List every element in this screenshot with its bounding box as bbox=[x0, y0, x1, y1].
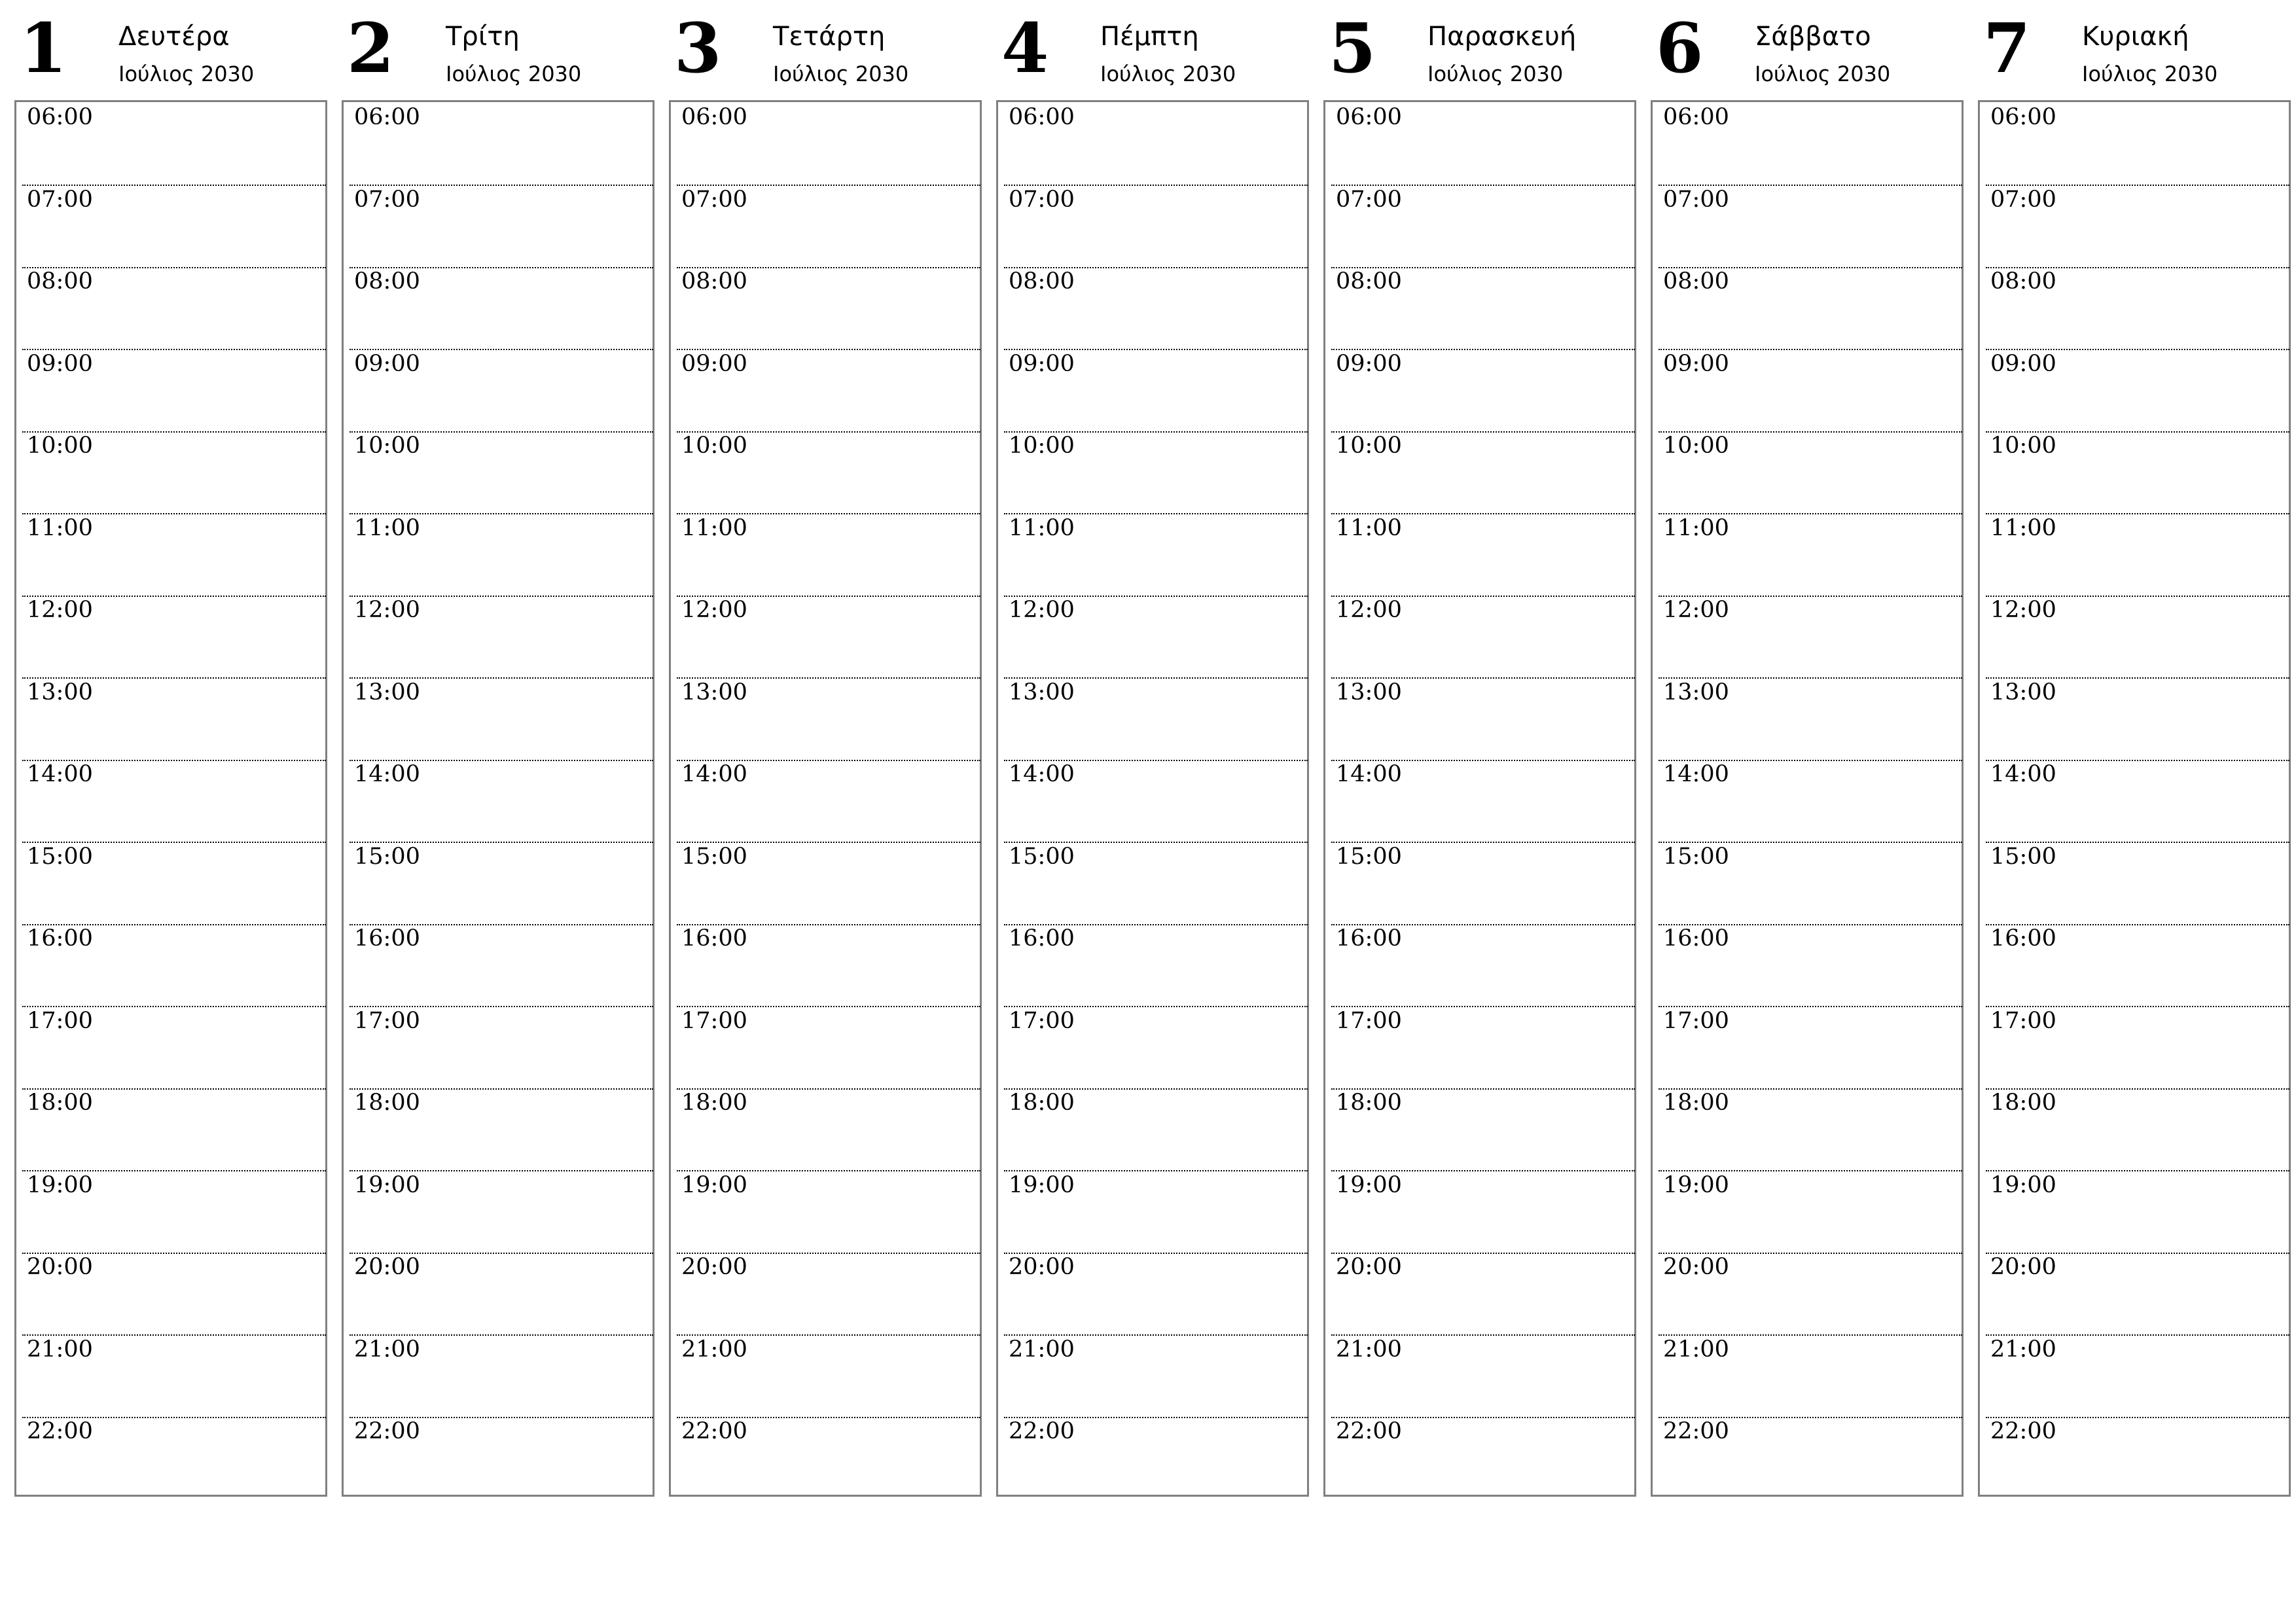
hour-label: 20:00 bbox=[1009, 1254, 1075, 1280]
hour-slot bbox=[350, 1090, 653, 1171]
hour-slot bbox=[677, 104, 980, 186]
hour-label: 07:00 bbox=[1336, 186, 1402, 213]
hour-slot bbox=[22, 1090, 326, 1171]
hour-slot bbox=[677, 515, 980, 597]
day-month-year: Ιούλιος 2030 bbox=[1427, 62, 1564, 86]
hour-label: 13:00 bbox=[27, 679, 93, 705]
hour-label: 22:00 bbox=[1663, 1418, 1729, 1444]
hour-label: 15:00 bbox=[1990, 843, 2056, 870]
hour-slot bbox=[677, 1254, 980, 1336]
hour-label: 09:00 bbox=[354, 350, 420, 377]
hour-label: 11:00 bbox=[1663, 514, 1729, 541]
hour-slot bbox=[350, 844, 653, 925]
hour-label: 08:00 bbox=[1009, 268, 1075, 294]
hour-label: 12:00 bbox=[1009, 597, 1075, 623]
hour-label: 11:00 bbox=[1990, 514, 2056, 541]
hour-slot bbox=[22, 925, 326, 1007]
hour-label: 19:00 bbox=[27, 1171, 93, 1198]
hour-label: 07:00 bbox=[1663, 186, 1729, 213]
hour-label: 08:00 bbox=[1990, 268, 2056, 294]
day-column bbox=[1978, 0, 2291, 1444]
hour-slot bbox=[1659, 1254, 1962, 1336]
hour-label: 22:00 bbox=[681, 1418, 747, 1444]
day-schedule-box bbox=[14, 100, 327, 1497]
hour-slot bbox=[22, 351, 326, 433]
hour-slot bbox=[1659, 433, 1962, 514]
hour-slot bbox=[677, 187, 980, 268]
hour-slot bbox=[1659, 844, 1962, 925]
hour-slot bbox=[1004, 104, 1308, 186]
day-header bbox=[342, 0, 655, 100]
hour-slot bbox=[1986, 1254, 2289, 1336]
hour-label: 22:00 bbox=[1990, 1418, 2056, 1444]
hour-slot bbox=[350, 1418, 653, 1500]
hour-slot bbox=[22, 844, 326, 925]
hour-label: 17:00 bbox=[354, 1007, 420, 1034]
hour-label: 12:00 bbox=[681, 597, 747, 623]
hour-label: 10:00 bbox=[27, 433, 93, 459]
hour-slot bbox=[1331, 597, 1635, 679]
hour-slot bbox=[1986, 679, 2289, 761]
hour-label: 13:00 bbox=[354, 679, 420, 705]
day-name: Κυριακή bbox=[2082, 22, 2189, 52]
day-schedule-box bbox=[1651, 100, 1964, 1497]
hour-label: 07:00 bbox=[1009, 186, 1075, 213]
day-name: Δευτέρα bbox=[118, 22, 230, 52]
hour-label: 10:00 bbox=[1663, 433, 1729, 459]
hour-label: 08:00 bbox=[681, 268, 747, 294]
hour-label: 21:00 bbox=[1009, 1336, 1075, 1363]
hour-label: 09:00 bbox=[1009, 350, 1075, 377]
hour-slot bbox=[1004, 1254, 1308, 1336]
hour-label: 09:00 bbox=[27, 350, 93, 377]
day-month-year: Ιούλιος 2030 bbox=[446, 62, 582, 86]
hour-slot bbox=[22, 597, 326, 679]
day-header bbox=[1651, 0, 1964, 100]
day-number: 7 bbox=[1983, 8, 2031, 88]
hour-label: 16:00 bbox=[1336, 925, 1402, 952]
hour-label: 16:00 bbox=[354, 925, 420, 952]
day-schedule-box bbox=[669, 100, 982, 1497]
hour-slot bbox=[1659, 187, 1962, 268]
hour-slot bbox=[1659, 268, 1962, 350]
hour-label: 07:00 bbox=[1990, 186, 2056, 213]
hour-slot bbox=[350, 351, 653, 433]
hour-label: 06:00 bbox=[681, 104, 747, 130]
day-name: Τρίτη bbox=[446, 22, 520, 52]
hour-label: 18:00 bbox=[1990, 1090, 2056, 1116]
hour-slot bbox=[350, 761, 653, 843]
hour-slot bbox=[350, 1008, 653, 1090]
day-number: 3 bbox=[674, 8, 722, 88]
hour-label: 20:00 bbox=[1336, 1254, 1402, 1280]
hour-label: 15:00 bbox=[1009, 843, 1075, 870]
hour-label: 15:00 bbox=[1336, 843, 1402, 870]
hour-slot bbox=[22, 1336, 326, 1418]
day-name: Τετάρτη bbox=[773, 22, 886, 52]
hour-slot bbox=[1986, 351, 2289, 433]
hour-label: 06:00 bbox=[1009, 104, 1075, 130]
hour-label: 21:00 bbox=[1990, 1336, 2056, 1363]
hour-slot bbox=[1331, 268, 1635, 350]
hour-label: 06:00 bbox=[1336, 104, 1402, 130]
hour-label: 06:00 bbox=[1663, 104, 1729, 130]
hour-label: 21:00 bbox=[1336, 1336, 1402, 1363]
hour-label: 06:00 bbox=[354, 104, 420, 130]
hour-slot bbox=[1659, 515, 1962, 597]
hour-label: 09:00 bbox=[681, 350, 747, 377]
day-month-year: Ιούλιος 2030 bbox=[773, 62, 909, 86]
hour-label: 12:00 bbox=[354, 597, 420, 623]
hour-slot bbox=[1659, 1336, 1962, 1418]
hour-slot bbox=[22, 515, 326, 597]
hour-slot bbox=[1659, 679, 1962, 761]
hour-label: 16:00 bbox=[681, 925, 747, 952]
hour-slot bbox=[677, 1418, 980, 1500]
hour-slot bbox=[22, 1418, 326, 1500]
hour-slot bbox=[677, 925, 980, 1007]
hour-slot bbox=[677, 679, 980, 761]
hour-slot bbox=[1004, 679, 1308, 761]
hour-label: 19:00 bbox=[681, 1171, 747, 1198]
hour-label: 11:00 bbox=[1336, 514, 1402, 541]
hour-label: 21:00 bbox=[354, 1336, 420, 1363]
hour-slot bbox=[350, 104, 653, 186]
day-header bbox=[1323, 0, 1636, 100]
hour-label: 10:00 bbox=[1336, 433, 1402, 459]
hour-label: 14:00 bbox=[1663, 761, 1729, 787]
hour-slot bbox=[350, 597, 653, 679]
day-header bbox=[996, 0, 1309, 100]
hour-label: 14:00 bbox=[1336, 761, 1402, 787]
hour-slot bbox=[1004, 844, 1308, 925]
day-schedule-box bbox=[1323, 100, 1636, 1497]
hour-label: 07:00 bbox=[354, 186, 420, 213]
hour-label: 14:00 bbox=[27, 761, 93, 787]
hour-label: 19:00 bbox=[354, 1171, 420, 1198]
hour-label: 17:00 bbox=[1990, 1007, 2056, 1034]
hour-label: 18:00 bbox=[1009, 1090, 1075, 1116]
hour-slot bbox=[22, 761, 326, 843]
hour-slot bbox=[1659, 1172, 1962, 1254]
hour-slot bbox=[1659, 104, 1962, 186]
hour-label: 14:00 bbox=[1990, 761, 2056, 787]
day-header bbox=[14, 0, 327, 100]
day-column bbox=[342, 0, 655, 1444]
hour-label: 13:00 bbox=[1663, 679, 1729, 705]
hour-label: 22:00 bbox=[354, 1418, 420, 1444]
hour-slot bbox=[1986, 433, 2289, 514]
hour-slot bbox=[1331, 679, 1635, 761]
hour-label: 20:00 bbox=[354, 1254, 420, 1280]
hour-slot bbox=[1004, 515, 1308, 597]
hour-label: 09:00 bbox=[1663, 350, 1729, 377]
hour-label: 18:00 bbox=[1663, 1090, 1729, 1116]
hour-label: 10:00 bbox=[1009, 433, 1075, 459]
hour-slot bbox=[350, 925, 653, 1007]
hour-slot bbox=[1331, 433, 1635, 514]
hour-slot bbox=[1659, 351, 1962, 433]
hour-slot bbox=[22, 433, 326, 514]
hour-label: 12:00 bbox=[1990, 597, 2056, 623]
day-number: 2 bbox=[347, 8, 395, 88]
hour-label: 14:00 bbox=[354, 761, 420, 787]
hour-slot bbox=[1004, 187, 1308, 268]
hour-slot bbox=[1986, 187, 2289, 268]
hour-label: 09:00 bbox=[1990, 350, 2056, 377]
hour-slot bbox=[677, 1090, 980, 1171]
hour-slot bbox=[1004, 1008, 1308, 1090]
hour-slot bbox=[22, 268, 326, 350]
hour-slot bbox=[1331, 844, 1635, 925]
hour-label: 15:00 bbox=[681, 843, 747, 870]
hour-slot bbox=[22, 1008, 326, 1090]
hour-label: 10:00 bbox=[1990, 433, 2056, 459]
hour-label: 17:00 bbox=[681, 1007, 747, 1034]
hour-label: 11:00 bbox=[27, 514, 93, 541]
hour-label: 20:00 bbox=[1990, 1254, 2056, 1280]
hour-label: 08:00 bbox=[1663, 268, 1729, 294]
hour-slot bbox=[677, 268, 980, 350]
hour-label: 18:00 bbox=[27, 1090, 93, 1116]
hour-label: 13:00 bbox=[1336, 679, 1402, 705]
hour-slot bbox=[1986, 1172, 2289, 1254]
day-number: 6 bbox=[1656, 8, 1704, 88]
hour-label: 19:00 bbox=[1663, 1171, 1729, 1198]
hour-slot bbox=[1004, 1172, 1308, 1254]
day-column bbox=[669, 0, 982, 1444]
hour-label: 12:00 bbox=[1336, 597, 1402, 623]
hour-slot bbox=[1004, 268, 1308, 350]
hour-label: 19:00 bbox=[1990, 1171, 2056, 1198]
hour-slot bbox=[1004, 1336, 1308, 1418]
hour-slot bbox=[677, 351, 980, 433]
hour-slot bbox=[1004, 433, 1308, 514]
hour-label: 19:00 bbox=[1336, 1171, 1402, 1198]
hour-label: 13:00 bbox=[681, 679, 747, 705]
hour-label: 21:00 bbox=[1663, 1336, 1729, 1363]
hour-slot bbox=[677, 1336, 980, 1418]
hour-slot bbox=[1331, 761, 1635, 843]
hour-slot bbox=[1986, 844, 2289, 925]
hour-label: 06:00 bbox=[1990, 104, 2056, 130]
day-column bbox=[1323, 0, 1636, 1444]
hour-label: 21:00 bbox=[681, 1336, 747, 1363]
hour-slot bbox=[1004, 1090, 1308, 1171]
hour-slot bbox=[1986, 761, 2289, 843]
hour-slot bbox=[1986, 515, 2289, 597]
hour-slot bbox=[1004, 351, 1308, 433]
hour-slot bbox=[350, 433, 653, 514]
hour-slot bbox=[1004, 925, 1308, 1007]
hour-slot bbox=[22, 1172, 326, 1254]
hour-label: 13:00 bbox=[1009, 679, 1075, 705]
hour-label: 15:00 bbox=[1663, 843, 1729, 870]
hour-label: 11:00 bbox=[681, 514, 747, 541]
hour-label: 09:00 bbox=[1336, 350, 1402, 377]
hour-slot bbox=[1331, 515, 1635, 597]
hour-label: 17:00 bbox=[1009, 1007, 1075, 1034]
hour-slot bbox=[1986, 1090, 2289, 1171]
hour-label: 16:00 bbox=[1009, 925, 1075, 952]
hour-slot bbox=[350, 187, 653, 268]
hour-slot bbox=[677, 1008, 980, 1090]
hour-label: 06:00 bbox=[27, 104, 93, 130]
day-column bbox=[1651, 0, 1964, 1444]
hour-label: 11:00 bbox=[354, 514, 420, 541]
day-number: 1 bbox=[20, 8, 67, 88]
hour-label: 19:00 bbox=[1009, 1171, 1075, 1198]
hour-slot bbox=[1659, 1008, 1962, 1090]
hour-slot bbox=[1331, 1336, 1635, 1418]
hour-label: 07:00 bbox=[27, 186, 93, 213]
hour-slot bbox=[1331, 1172, 1635, 1254]
hour-slot bbox=[677, 761, 980, 843]
hour-label: 16:00 bbox=[1990, 925, 2056, 952]
hour-label: 17:00 bbox=[27, 1007, 93, 1034]
hour-label: 12:00 bbox=[27, 597, 93, 623]
hour-slot bbox=[22, 187, 326, 268]
day-header bbox=[669, 0, 982, 100]
hour-slot bbox=[1331, 1008, 1635, 1090]
hour-slot bbox=[350, 1336, 653, 1418]
hour-label: 22:00 bbox=[1336, 1418, 1402, 1444]
hour-label: 20:00 bbox=[681, 1254, 747, 1280]
hour-slot bbox=[350, 1172, 653, 1254]
hour-slot bbox=[22, 104, 326, 186]
hour-slot bbox=[1331, 187, 1635, 268]
hour-slot bbox=[1659, 1090, 1962, 1171]
hour-slot bbox=[1331, 1254, 1635, 1336]
hour-label: 08:00 bbox=[27, 268, 93, 294]
hour-slot bbox=[1331, 351, 1635, 433]
hour-label: 22:00 bbox=[1009, 1418, 1075, 1444]
hour-slot bbox=[677, 433, 980, 514]
hour-label: 16:00 bbox=[1663, 925, 1729, 952]
hour-label: 13:00 bbox=[1990, 679, 2056, 705]
day-schedule-box bbox=[996, 100, 1309, 1497]
hour-slot bbox=[1986, 1336, 2289, 1418]
day-column bbox=[996, 0, 1309, 1444]
hour-label: 18:00 bbox=[1336, 1090, 1402, 1116]
hour-label: 12:00 bbox=[1663, 597, 1729, 623]
hour-label: 20:00 bbox=[1663, 1254, 1729, 1280]
day-number: 4 bbox=[1001, 8, 1049, 88]
hour-label: 10:00 bbox=[354, 433, 420, 459]
hour-slot bbox=[677, 597, 980, 679]
day-number: 5 bbox=[1329, 8, 1376, 88]
hour-slot bbox=[1331, 925, 1635, 1007]
hour-label: 08:00 bbox=[1336, 268, 1402, 294]
hour-slot bbox=[1331, 104, 1635, 186]
hour-slot bbox=[1004, 761, 1308, 843]
hour-slot bbox=[22, 1254, 326, 1336]
hour-slot bbox=[1331, 1418, 1635, 1500]
hour-slot bbox=[1659, 925, 1962, 1007]
hour-slot bbox=[350, 679, 653, 761]
day-schedule-box bbox=[1978, 100, 2291, 1497]
hour-slot bbox=[350, 515, 653, 597]
hour-label: 18:00 bbox=[354, 1090, 420, 1116]
day-column bbox=[14, 0, 327, 1444]
hour-slot bbox=[677, 844, 980, 925]
hour-label: 16:00 bbox=[27, 925, 93, 952]
hour-slot bbox=[1004, 1418, 1308, 1500]
day-name: Πέμπτη bbox=[1100, 22, 1199, 52]
hour-slot bbox=[22, 679, 326, 761]
hour-slot bbox=[1986, 1418, 2289, 1500]
hour-label: 15:00 bbox=[27, 843, 93, 870]
day-month-year: Ιούλιος 2030 bbox=[2082, 62, 2218, 86]
hour-label: 20:00 bbox=[27, 1254, 93, 1280]
hour-label: 15:00 bbox=[354, 843, 420, 870]
hour-slot bbox=[677, 1172, 980, 1254]
hour-label: 14:00 bbox=[681, 761, 747, 787]
hour-slot bbox=[1659, 597, 1962, 679]
hour-slot bbox=[1986, 1008, 2289, 1090]
hour-slot bbox=[1986, 268, 2289, 350]
hour-slot bbox=[350, 1254, 653, 1336]
day-name: Σάββατο bbox=[1755, 22, 1871, 52]
hour-slot bbox=[1986, 597, 2289, 679]
day-month-year: Ιούλιος 2030 bbox=[1755, 62, 1891, 86]
day-month-year: Ιούλιος 2030 bbox=[118, 62, 255, 86]
hour-label: 10:00 bbox=[681, 433, 747, 459]
hour-label: 18:00 bbox=[681, 1090, 747, 1116]
hour-slot bbox=[350, 268, 653, 350]
hour-label: 11:00 bbox=[1009, 514, 1075, 541]
day-name: Παρασκευή bbox=[1427, 22, 1577, 52]
hour-slot bbox=[1659, 1418, 1962, 1500]
day-header bbox=[1978, 0, 2291, 100]
hour-slot bbox=[1331, 1090, 1635, 1171]
hour-slot bbox=[1004, 597, 1308, 679]
hour-slot bbox=[1986, 104, 2289, 186]
hour-label: 17:00 bbox=[1663, 1007, 1729, 1034]
hour-label: 07:00 bbox=[681, 186, 747, 213]
hour-slot bbox=[1986, 925, 2289, 1007]
hour-label: 22:00 bbox=[27, 1418, 93, 1444]
hour-label: 21:00 bbox=[27, 1336, 93, 1363]
hour-label: 14:00 bbox=[1009, 761, 1075, 787]
hour-label: 17:00 bbox=[1336, 1007, 1402, 1034]
hour-label: 08:00 bbox=[354, 268, 420, 294]
hour-slot bbox=[1659, 761, 1962, 843]
day-schedule-box bbox=[342, 100, 655, 1497]
day-month-year: Ιούλιος 2030 bbox=[1100, 62, 1236, 86]
